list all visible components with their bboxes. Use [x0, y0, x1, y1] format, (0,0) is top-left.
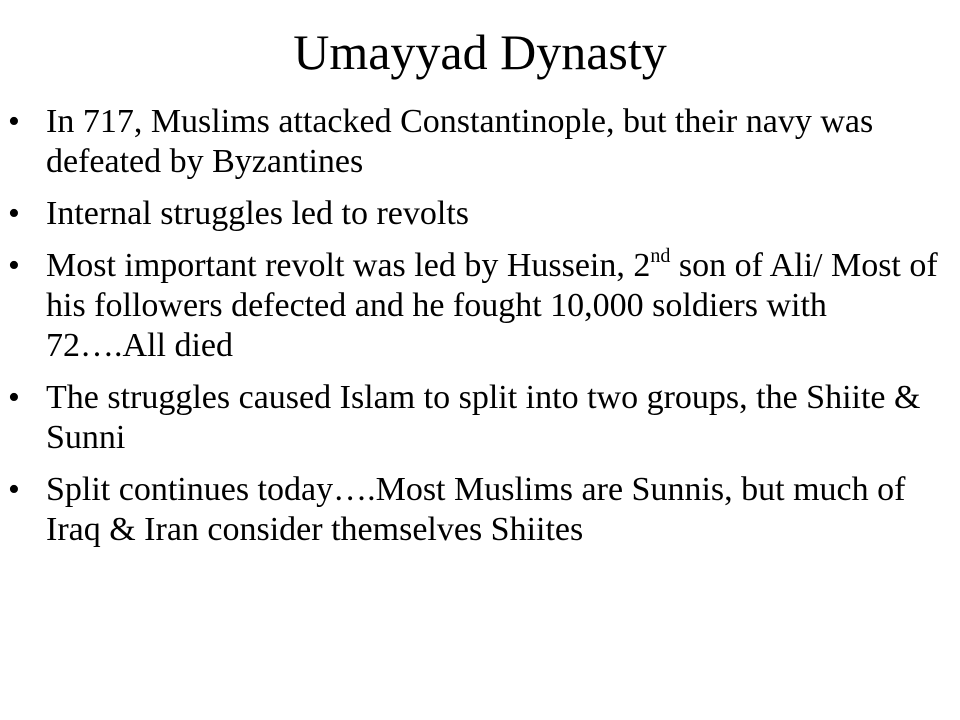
bullet-dot-icon: • — [8, 379, 20, 416]
bullet-text: Split continues today….Most Muslims are Sunnis, but much of Iraq & Iran consider themselves Shiites — [46, 471, 906, 548]
bullet-item — [0, 470, 940, 550]
slide-title: Umayyad Dynasty — [293, 24, 667, 80]
bullet-text: The struggles caused Islam to split into two groups, the Shiite & Sunni — [46, 379, 921, 456]
bullet-text — [46, 246, 940, 366]
bullet-dot-icon: • — [8, 247, 20, 284]
bullet-item — [0, 378, 940, 458]
bullet-item — [0, 194, 940, 234]
bullet-text-part: son of Ali/ Most of his followers defected and he fought 10,000 soldiers with 72….All died — [46, 247, 938, 364]
bullet-item — [0, 246, 940, 366]
bullet-dot-icon: • — [8, 195, 20, 232]
bullet-dot-icon: • — [8, 103, 20, 140]
ordinal-superscript: nd — [650, 245, 671, 267]
bullet-dot-icon: • — [8, 471, 20, 508]
bullet-text: Internal struggles led to revolts — [46, 195, 470, 232]
bullet-list — [0, 102, 960, 562]
bullet-item — [0, 102, 940, 182]
bullet-text-part: Most important revolt was led by Hussein, 2 — [46, 247, 651, 284]
bullet-text: In 717, Muslims attacked Constantinople, but their navy was defeated by Byzantines — [46, 103, 874, 180]
